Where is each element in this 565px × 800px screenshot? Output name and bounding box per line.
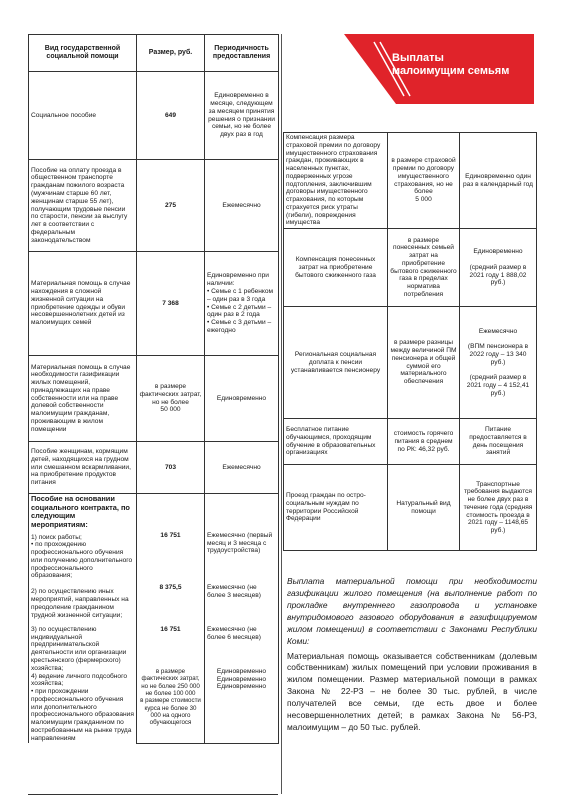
contract-item-period: Ежемесячно (не более 6 месяцев): [205, 625, 279, 667]
header-assistance-type: Вид государственной социальной помощи: [29, 35, 137, 72]
contract-item-label: 2) по осуществлению иных мероприятий, направленных на преодоление гражданином трудной жизненной ситуации;: [29, 583, 137, 625]
table-row: [29, 252, 279, 356]
contract-item-label: 1) поиск работы; • по прохождению профессионального обучения или получению дополнительного профессионального образования;: [29, 531, 137, 583]
row-name: Компенсация размера страховой премии по договору имущественного страхования граждан, проживающих в населенных пунктах, подверженных угрозе подтопления, заключившим договоры имущественного страхования, по которым страхуется риск утраты (гибели), повреждения имущества: [284, 133, 388, 229]
row-period: Единовременно (средний размер в 2021 году 1 888,02 руб.): [460, 229, 537, 307]
row-amount: стоимость горячего питания в среднем по РК: 46,32 руб.: [388, 419, 460, 465]
table-header-row: [29, 35, 279, 72]
contract-item-amount: 16 751: [137, 531, 205, 583]
row-amount: Натуральный вид помощи: [388, 465, 460, 551]
row-name: Проезд граждан по остро-социальным нуждам по территории Российской Федерации: [284, 465, 388, 551]
table-row: [29, 442, 279, 494]
contract-item: [29, 625, 279, 667]
column-divider: [281, 34, 282, 794]
row-period: Питание предоставляется в день посещения занятий: [460, 419, 537, 465]
row-amount: 703: [137, 442, 205, 494]
row-name: Компенсация понесенных затрат на приобретение бытового сжиженного газа: [284, 229, 388, 307]
contract-item-amount: 16 751: [137, 625, 205, 667]
contract-title-row: [29, 494, 279, 531]
table-row: [284, 465, 537, 551]
row-amount: 649: [137, 72, 205, 160]
row-amount: в размере фактических затрат, но не более 50 000: [137, 356, 205, 442]
paragraph-gasification-intro: Выплата материальной помощи при необходимости газификации жилого помещения (на выполнение работ по прокладке внутреннего газопровода и установке внутридомового газового оборудования в газифицируемом жилом помещении) в соответствии с Законами Республики Коми:: [287, 576, 537, 646]
assistance-table-left: [28, 34, 279, 744]
row-amount: в размере понесенных семьей затрат на приобретение бытового сжиженного газа в пределах норматива потребления: [388, 229, 460, 307]
row-name: Материальная помощь в случае необходимости газификации жилых помещений, принадлежащих на праве собственности или на праве долевой собственности малоимущим гражданам, проживающим в жилом помещении: [29, 356, 137, 442]
table-row: [284, 419, 537, 465]
banner-title: Выплаты малоимущим семьям: [392, 52, 510, 77]
row-period: Единовременно в месяце, следующем за месяцем принятия решения о признании семьи, но не более двух раз в год: [205, 72, 279, 160]
row-name: Материальная помощь в случае нахождения в сложной жизненной ситуации на приобретение одежды и обуви несовершеннолетних детей из малоимущих семей: [29, 252, 137, 356]
row-name: Пособие на оплату проезда в общественном транспорте гражданам пожилого возраста (мужчинам старше 60 лет, женщинам старше 55 лет), получающим трудовые пенсии по старости, пенсии за выслугу лет в соответствии с федеральным законодательством: [29, 160, 137, 252]
table-row: [284, 133, 537, 229]
assistance-table-right: [283, 132, 537, 551]
contract-title: Пособие на основании социального контракта, по следующим мероприятиям:: [29, 494, 137, 531]
row-period: Ежемесячно: [205, 442, 279, 494]
contract-item-amount: в размере фактических затрат, но не более 250 000 не более 100 000 в размере стоимости курса не более 30 000 на одного обучающегося: [137, 667, 205, 743]
row-amount: 275: [137, 160, 205, 252]
row-period: Транспортные требования выдаются не более двух раз в течение года (средняя стоимость проезда в 2021 году – 1148,65 руб.): [460, 465, 537, 551]
table-row: [284, 229, 537, 307]
row-amount: 7 368: [137, 252, 205, 356]
row-period: Ежемесячно (ВПМ пенсионера в 2022 году – 13 340 руб.) (средний размер в 2021 году – 4 152,41 руб.): [460, 307, 537, 419]
row-period: Единовременно один раз в календарный год: [460, 133, 537, 229]
row-period: Ежемесячно: [205, 160, 279, 252]
divider: [28, 794, 278, 795]
body-text: [287, 576, 537, 737]
row-name: Социальное пособие: [29, 72, 137, 160]
row-name: Бесплатное питание обучающимся, проходящим обучение в образовательных организациях: [284, 419, 388, 465]
paragraph-gasification-details: Материальная помощь оказывается собственникам (долевым собственникам) жилых помещений при условии проживания в жилом помещении. Размер материальной помощи в рамках Закона № 22-РЗ – не более 30 тыс. рублей, в числе получателей все семьи, где есть двое и более несовершеннолетних детей; в рамках Закона № 56-РЗ, малоимущим – до 50 тыс. рублей.: [287, 650, 537, 733]
table-row: [284, 307, 537, 419]
contract-item-period: Единовременно Единовременно Единовременно: [205, 667, 279, 743]
table-row: [29, 160, 279, 252]
contract-item-period: Ежемесячно (не более 3 месяцев): [205, 583, 279, 625]
contract-item: [29, 583, 279, 625]
contract-item-amount: 8 375,5: [137, 583, 205, 625]
header-amount: Размер, руб.: [137, 35, 205, 72]
table-row: [29, 356, 279, 442]
row-amount: в размере разницы между величиной ПМ пенсионера и общей суммой его материального обеспечения: [388, 307, 460, 419]
row-period: Единовременно при наличии: • Семье с 1 ребенком – один раз в 3 года • Семье с 2 детьми – один раз в 2 года • Семье с 3 детьми – ежегодно: [205, 252, 279, 356]
header-periodicity: Периодичность предоставления: [205, 35, 279, 72]
contract-item-period: Ежемесячно (первый месяц и 3 месяца с трудоустройства): [205, 531, 279, 583]
row-period: Единовременно: [205, 356, 279, 442]
contract-item-label: 3) по осуществлению индивидуальной предпринимательской деятельности или организации крестьянского (фермерского) хозяйства; 4) ведение личного подсобного хозяйства; • при прохождении профессионального обучения или дополнительного профессионального образования малоимущим гражданином по востребованным на рынке труда направлениям: [29, 625, 137, 743]
contract-item: [29, 531, 279, 583]
row-amount: в размере страховой премии по договору имущественного страхования, но не более 5 000: [388, 133, 460, 229]
row-name: Региональная социальная доплата к пенсии устанавливается пенсионеру: [284, 307, 388, 419]
row-name: Пособие женщинам, кормящим детей, находящихся на грудном или смешанном вскармливании, на приобретение продуктов питания: [29, 442, 137, 494]
table-row: [29, 72, 279, 160]
